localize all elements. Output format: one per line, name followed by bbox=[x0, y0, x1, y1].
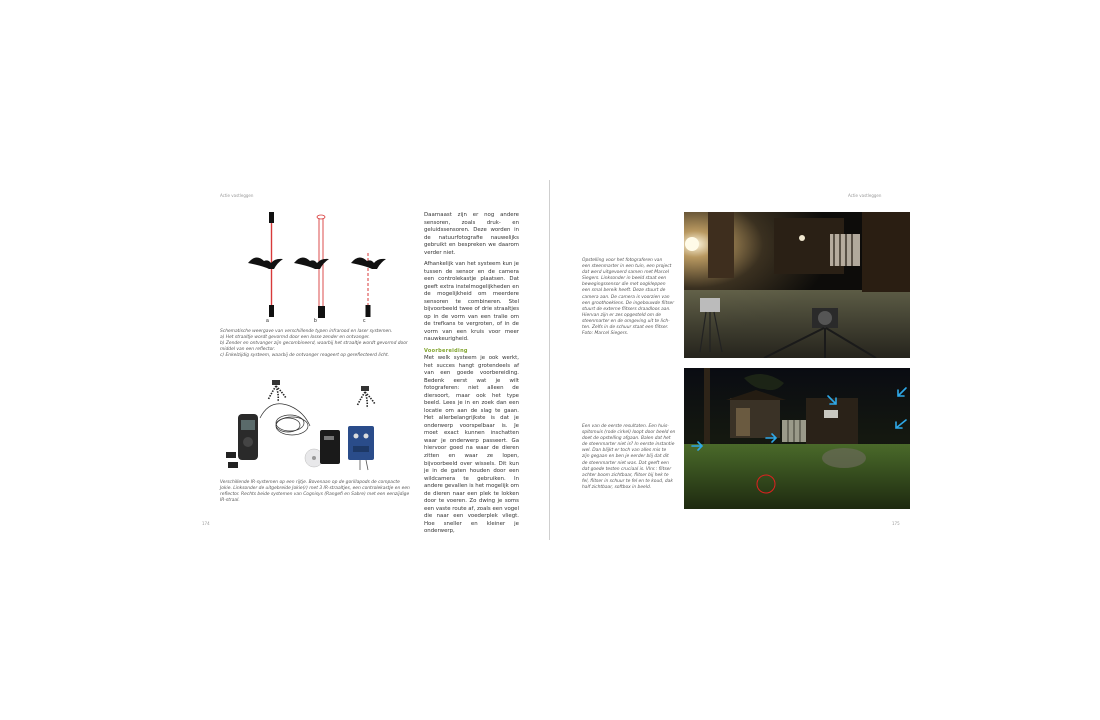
caption-line: steenmarter en de omgeving uit te lich- bbox=[582, 318, 670, 324]
caption-line: ten. Zelfs in de schuur staat een flitser. bbox=[582, 325, 669, 331]
sender-block-a bbox=[269, 212, 274, 223]
diagram-system-a bbox=[248, 212, 283, 324]
caption-line: Siegers. Linksonder in beeld staat een bbox=[582, 276, 667, 282]
caption-line: een smal bereik heeft. Deze stuurt de bbox=[582, 288, 666, 294]
caption-line: achter boom zichtbaar, flitser bij hek te bbox=[582, 472, 669, 478]
caption-line: middel van een reflector. bbox=[220, 347, 276, 353]
sensor-block-c bbox=[366, 305, 371, 317]
caption-line: wel. Dan blijkt er toch van alles mis te bbox=[582, 448, 667, 454]
caption-line: bewegingssensor die met oogkleppen bbox=[582, 282, 666, 288]
body-paragraph: Met welk systeem je ook werkt, het succes hangt grotendeels af van een goede voorbereiding. Bedenk eerst wat je wilt fotograferen: niet alleen de diersoort, maar ook het type beeld. Lees je in en zoek dan een locatie om aan de slag te gaan. Het allerbelangrijkste is dat je onderwerp voorspelbaar is. Je moet exact kunnen inschatten waar je onderwerp passeert. Ga hiervoor goed na waar de dieren zitten en waar ze lopen, bijvoorbeeld over wissels. Dit kun je in de gaten houden door een wildcamera te gebruiken. In andere gevallen is het mogelijk om de dieren naar een plek te lokken door te voeren. Zo dwing je soms een vaste route af, zoals een vogel die naar een voederplek vliegt. Hoe sneller en kleiner je onderwerp, bbox=[424, 355, 520, 535]
caption-line: Een van de eerste resultaten. Een huis- bbox=[582, 424, 669, 429]
receiver-block-a bbox=[269, 305, 274, 317]
ir-systems-diagram bbox=[218, 208, 408, 328]
caption-line: camera aan. De camera is voorzien van bbox=[582, 294, 670, 300]
left-page-number: 174 bbox=[202, 521, 210, 526]
caption-line: doet de opstelling afgaan. Balen dat het bbox=[582, 436, 671, 442]
caption-line: reflector. Rechts beide systemen van Cognisys (Rangefi en Sabre) met een eenzijdige bbox=[220, 492, 410, 498]
caption-line: de steenmarter niet was. Dat geeft een bbox=[582, 460, 669, 466]
camera-setup-photo bbox=[684, 212, 910, 358]
sender-receiver-block-b bbox=[318, 306, 325, 318]
caption-line: Verschillende IR-systemen op een rijtje. Bovenaan op de gorillapods de compacte bbox=[220, 480, 400, 485]
caption-line: IR-straal. bbox=[220, 498, 240, 504]
caption-line: spitsmuis (rode cirkel) loopt door beeld en bbox=[582, 430, 676, 436]
diagram-label-c: c bbox=[363, 318, 366, 324]
caption-line: stuurt de externe flitsers draadloos aan. bbox=[582, 306, 671, 312]
caption-line: c) Enkelzijdig systeem, waarbij de ontvanger reageert op gereflecteerd licht. bbox=[220, 353, 390, 359]
diagram-system-b bbox=[294, 215, 329, 324]
caption-line: a) Het straaltje wordt gevormd door een losse zender en ontvanger. bbox=[220, 335, 370, 341]
left-page-header: Actie vastleggen bbox=[220, 193, 254, 198]
diagram-label-b: b bbox=[314, 318, 317, 324]
product-photo-caption bbox=[220, 480, 420, 504]
setup-photo-caption bbox=[582, 258, 678, 337]
caption-line: Opstelling voor het fotograferen van bbox=[582, 258, 663, 263]
caption-line: de steenmarter niet is? In eerste instantie bbox=[582, 442, 675, 448]
caption-line: een groothoeklens. De ingebouwde flitser bbox=[582, 300, 675, 306]
page-gutter bbox=[549, 180, 550, 540]
caption-line: b) Zender en ontvanger zijn gecombineerd, waarbij het straaltje wordt gevormd door bbox=[220, 341, 408, 347]
subheading-voorbereiding: Voorbereiding bbox=[424, 347, 468, 354]
right-page-header: Actie vastleggen bbox=[848, 193, 882, 198]
diagram-system-c bbox=[351, 253, 386, 324]
caption-line: Hiervan zijn er zes opgesteld om de bbox=[582, 312, 661, 318]
caption-line: dat goede testen cruciaal is. Vlnr.: flitser bbox=[582, 466, 672, 472]
diagram-label-a: a bbox=[266, 318, 269, 324]
bird-silhouette-a bbox=[248, 257, 283, 269]
bird-silhouette-b bbox=[294, 257, 329, 269]
caption-line: Foto: Marcel Siegers. bbox=[582, 331, 629, 337]
caption-line: fel, flitser in schuur te fel en te koud, dak bbox=[582, 478, 673, 484]
body-paragraph: Daarnaast zijn er nog andere sensoren, zoals druk- en geluidssensoren. Deze worden in de natuurfotografie nauwelijks gebruikt en bespreken we daarom verder niet. bbox=[424, 212, 519, 256]
first-result-photo bbox=[684, 368, 910, 509]
caption-line: Schematische weergave van verschillende typen infrarood en laser systemen. bbox=[220, 329, 393, 334]
ir-systems-product-photo bbox=[220, 378, 412, 474]
body-paragraph: Afhankelijk van het systeem kun je tussen de sensor en de camera een controlekastje plaatsen. Dat geeft extra instelmogelijkheden en de mogelijkheid om meerdere sensoren te combineren. Stel bijvoorbeeld twee of drie straaltjes op in de vorm van een tralie om de trefkans te vergroten, of in de vorm van een kruis voor meer nauwkeurigheid. bbox=[424, 261, 519, 343]
body-text-column bbox=[424, 212, 519, 540]
diagram-caption bbox=[220, 329, 420, 359]
caption-line: zijn gegaan en ben je eerder blij dat dit bbox=[582, 454, 669, 460]
caption-line: Jokie. Linksonder de uitgebreide Jokie(r) met 3 IR-straaltjes, een controlekastje en een bbox=[220, 486, 410, 492]
caption-line: half zichtbaar, softbox in beeld. bbox=[582, 484, 652, 490]
caption-line: een steenmarter in een tuin, een project bbox=[582, 264, 672, 270]
result-photo-caption bbox=[582, 424, 678, 491]
caption-line: dat werd uitgevoerd samen met Marcel bbox=[582, 270, 669, 276]
right-page-number: 175 bbox=[892, 521, 900, 526]
reflector-b bbox=[317, 215, 325, 219]
